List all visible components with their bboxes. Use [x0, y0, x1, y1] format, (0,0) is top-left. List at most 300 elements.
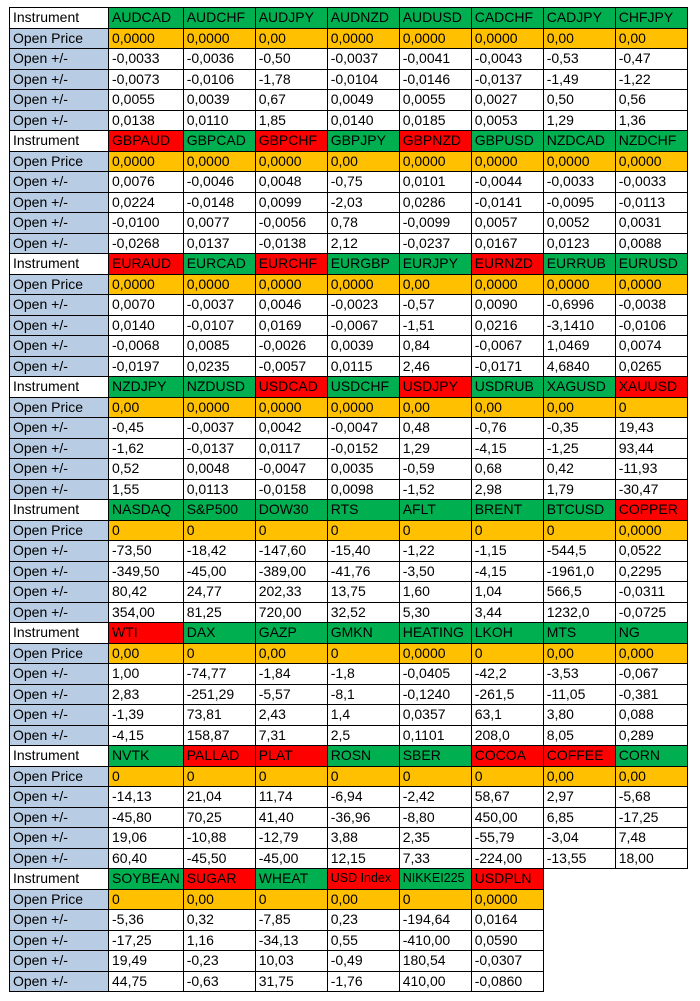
- open-change-row: [10, 561, 688, 582]
- open-change-cell: -0,0104: [327, 69, 399, 90]
- open-change-cell: -1,25: [543, 438, 615, 459]
- instrument-name-cell: NZDCAD: [543, 131, 615, 152]
- instrument-name-cell: AUDJPY: [255, 8, 327, 29]
- open-change-cell: -42,2: [471, 664, 543, 685]
- open-change-label: Open +/-: [10, 828, 109, 849]
- open-change-cell: 0,0110: [183, 110, 255, 131]
- open-change-cell: 0,0055: [109, 90, 184, 111]
- open-change-cell: 0,0074: [615, 336, 687, 357]
- instrument-name-cell: USDPLN: [471, 869, 543, 890]
- open-change-cell: -1,76: [327, 971, 399, 992]
- open-price-cell: 0: [327, 766, 399, 787]
- open-change-cell: 7,33: [399, 848, 471, 869]
- instrument-name-cell: NZDJPY: [109, 377, 184, 398]
- open-change-cell: 60,40: [109, 848, 184, 869]
- open-change-cell: 32,52: [327, 602, 399, 623]
- open-price-cell: 0: [255, 889, 327, 910]
- empty-cell: [543, 889, 615, 910]
- open-change-cell: -0,0046: [183, 172, 255, 193]
- open-change-cell: 12,15: [327, 848, 399, 869]
- open-change-cell: 0,0076: [109, 172, 184, 193]
- open-change-cell: -8,1: [327, 684, 399, 705]
- open-change-cell: -0,0138: [255, 233, 327, 254]
- open-change-cell: -0,0146: [399, 69, 471, 90]
- open-change-cell: -12,79: [255, 828, 327, 849]
- instrument-name-cell: SOYBEAN: [109, 869, 184, 890]
- instrument-name-cell: USDCHF: [327, 377, 399, 398]
- open-change-cell: -0,0037: [183, 418, 255, 439]
- open-change-label: Open +/-: [10, 664, 109, 685]
- instrument-name-cell: NZDCHF: [615, 131, 687, 152]
- open-change-cell: 1,36: [615, 110, 687, 131]
- instrument-name-cell: BTCUSD: [543, 500, 615, 521]
- open-change-cell: -0,0107: [183, 315, 255, 336]
- open-price-cell: 0: [183, 766, 255, 787]
- instrument-name-cell: CADCHF: [471, 8, 543, 29]
- open-change-label: Open +/-: [10, 418, 109, 439]
- instrument-name-cell: DAX: [183, 623, 255, 644]
- instrument-name-cell: COCOA: [471, 746, 543, 767]
- open-change-cell: -8,80: [399, 807, 471, 828]
- open-change-row: [10, 49, 688, 70]
- open-change-cell: -0,0171: [471, 356, 543, 377]
- open-change-cell: 0,0049: [327, 90, 399, 111]
- open-change-cell: -11,93: [615, 459, 687, 480]
- open-change-label: Open +/-: [10, 684, 109, 705]
- open-price-row: [10, 28, 688, 49]
- open-change-cell: 0,32: [183, 910, 255, 931]
- open-change-cell: 0,0101: [399, 172, 471, 193]
- open-change-label: Open +/-: [10, 438, 109, 459]
- instrument-name-cell: CADJPY: [543, 8, 615, 29]
- instrument-name-cell: GBPCHF: [255, 131, 327, 152]
- open-price-cell: 0: [255, 766, 327, 787]
- open-price-cell: 0,0000: [109, 28, 184, 49]
- open-change-cell: 1,16: [183, 930, 255, 951]
- open-change-cell: -3,04: [543, 828, 615, 849]
- instrument-name-cell: NIKKEI225: [399, 869, 471, 890]
- open-price-label: Open Price: [10, 520, 109, 541]
- instrument-name-cell: AUDUSD: [399, 8, 471, 29]
- open-change-label: Open +/-: [10, 910, 109, 931]
- open-change-cell: -2,42: [399, 787, 471, 808]
- open-change-row: [10, 828, 688, 849]
- open-change-cell: -0,0152: [327, 438, 399, 459]
- open-change-cell: 158,87: [183, 725, 255, 746]
- open-price-cell: 0,0000: [183, 397, 255, 418]
- open-change-row: [10, 725, 688, 746]
- open-price-cell: 0,000: [615, 643, 687, 664]
- open-change-cell: 0,84: [399, 336, 471, 357]
- open-price-cell: 0: [255, 520, 327, 541]
- open-change-row: [10, 684, 688, 705]
- open-change-cell: -3,1410: [543, 315, 615, 336]
- instrument-row: [10, 746, 688, 767]
- open-change-cell: 0,0123: [543, 233, 615, 254]
- open-change-row: [10, 479, 688, 500]
- open-price-cell: 0,0000: [183, 28, 255, 49]
- open-price-cell: 0,0000: [471, 151, 543, 172]
- open-change-cell: -0,76: [471, 418, 543, 439]
- open-change-row: [10, 213, 688, 234]
- open-change-cell: 2,43: [255, 705, 327, 726]
- open-price-label: Open Price: [10, 766, 109, 787]
- open-change-cell: 0,0052: [543, 213, 615, 234]
- open-price-label: Open Price: [10, 274, 109, 295]
- instrument-row: [10, 8, 688, 29]
- instrument-name-cell: BRENT: [471, 500, 543, 521]
- open-price-cell: 0,00: [543, 643, 615, 664]
- open-change-label: Open +/-: [10, 49, 109, 70]
- open-change-cell: 6,85: [543, 807, 615, 828]
- open-change-cell: 58,67: [471, 787, 543, 808]
- instrument-name-cell: CHFJPY: [615, 8, 687, 29]
- open-change-row: [10, 69, 688, 90]
- open-change-cell: 3,44: [471, 602, 543, 623]
- open-change-cell: 1,29: [543, 110, 615, 131]
- open-change-cell: -0,0307: [471, 951, 543, 972]
- instrument-row: [10, 869, 688, 890]
- open-price-cell: 0,0000: [399, 151, 471, 172]
- open-change-cell: -45,00: [255, 848, 327, 869]
- open-change-label: Open +/-: [10, 295, 109, 316]
- instrument-name-cell: GBPUSD: [471, 131, 543, 152]
- instrument-label: Instrument: [10, 254, 109, 275]
- open-change-cell: 0,50: [543, 90, 615, 111]
- open-change-cell: 1,00: [109, 664, 184, 685]
- open-change-cell: 0,0137: [183, 233, 255, 254]
- instrument-name-cell: NASDAQ: [109, 500, 184, 521]
- open-change-cell: 0,0357: [399, 705, 471, 726]
- open-change-cell: -0,50: [255, 49, 327, 70]
- open-change-cell: 2,83: [109, 684, 184, 705]
- instrument-label: Instrument: [10, 869, 109, 890]
- instrument-name-cell: AUDCHF: [183, 8, 255, 29]
- open-change-cell: -5,36: [109, 910, 184, 931]
- open-price-cell: 0,0000: [255, 151, 327, 172]
- open-price-cell: 0,0000: [543, 151, 615, 172]
- open-price-row: [10, 151, 688, 172]
- open-change-cell: -3,50: [399, 561, 471, 582]
- open-change-cell: 0,0048: [255, 172, 327, 193]
- open-change-cell: 7,31: [255, 725, 327, 746]
- open-change-cell: 11,74: [255, 787, 327, 808]
- open-change-cell: 31,75: [255, 971, 327, 992]
- open-change-cell: -251,29: [183, 684, 255, 705]
- open-price-cell: 0: [327, 520, 399, 541]
- instrument-name-cell: WHEAT: [255, 869, 327, 890]
- open-change-cell: 0,0216: [471, 315, 543, 336]
- open-change-cell: 73,81: [183, 705, 255, 726]
- open-change-cell: 0,0224: [109, 192, 184, 213]
- open-price-cell: 0,00: [399, 397, 471, 418]
- open-change-label: Open +/-: [10, 541, 109, 562]
- open-change-cell: -0,49: [327, 951, 399, 972]
- empty-cell: [543, 869, 615, 890]
- open-change-label: Open +/-: [10, 315, 109, 336]
- instrument-name-cell: GMKN: [327, 623, 399, 644]
- open-change-cell: 0,0039: [183, 90, 255, 111]
- open-change-row: [10, 336, 688, 357]
- open-change-cell: 0,0286: [399, 192, 471, 213]
- open-change-cell: -0,0056: [255, 213, 327, 234]
- open-change-label: Open +/-: [10, 705, 109, 726]
- open-change-row: [10, 541, 688, 562]
- open-change-cell: 81,25: [183, 602, 255, 623]
- open-change-row: [10, 664, 688, 685]
- open-price-cell: 0,0000: [615, 520, 687, 541]
- open-change-cell: 0,0057: [471, 213, 543, 234]
- open-change-row: [10, 192, 688, 213]
- open-change-cell: 1,0469: [543, 336, 615, 357]
- instrument-row: [10, 254, 688, 275]
- open-price-row: [10, 766, 688, 787]
- open-change-cell: -45,50: [183, 848, 255, 869]
- open-change-cell: -7,85: [255, 910, 327, 931]
- open-change-cell: -1,22: [399, 541, 471, 562]
- open-change-row: [10, 705, 688, 726]
- open-price-cell: 0,0000: [327, 397, 399, 418]
- instrument-name-cell: USDCAD: [255, 377, 327, 398]
- open-change-label: Open +/-: [10, 725, 109, 746]
- open-change-cell: 0,0185: [399, 110, 471, 131]
- open-change-label: Open +/-: [10, 233, 109, 254]
- instrument-name-cell: EURNZD: [471, 254, 543, 275]
- open-change-cell: -0,0057: [255, 356, 327, 377]
- open-price-cell: 0: [109, 766, 184, 787]
- open-change-cell: -4,15: [471, 561, 543, 582]
- open-change-cell: -0,0047: [255, 459, 327, 480]
- open-price-label: Open Price: [10, 151, 109, 172]
- open-change-cell: 0,1101: [399, 725, 471, 746]
- open-change-cell: 0,0055: [399, 90, 471, 111]
- open-change-cell: 0,68: [471, 459, 543, 480]
- instrument-name-cell: AUDCAD: [109, 8, 184, 29]
- open-change-label: Open +/-: [10, 951, 109, 972]
- open-change-cell: 0,52: [109, 459, 184, 480]
- open-price-cell: 0,0000: [109, 274, 184, 295]
- instrument-name-cell: MTS: [543, 623, 615, 644]
- open-change-cell: 0,0046: [255, 295, 327, 316]
- open-price-cell: 0,0000: [327, 28, 399, 49]
- open-change-cell: 0,0042: [255, 418, 327, 439]
- open-price-cell: 0,00: [543, 397, 615, 418]
- empty-cell: [543, 971, 615, 992]
- open-price-label: Open Price: [10, 889, 109, 910]
- open-change-cell: 5,30: [399, 602, 471, 623]
- open-change-cell: 19,06: [109, 828, 184, 849]
- open-change-cell: 0,088: [615, 705, 687, 726]
- open-change-cell: 18,00: [615, 848, 687, 869]
- open-change-cell: -45,00: [183, 561, 255, 582]
- open-price-row: [10, 643, 688, 664]
- instrument-name-cell: AFLT: [399, 500, 471, 521]
- open-change-cell: -0,0268: [109, 233, 184, 254]
- instrument-name-cell: GAZP: [255, 623, 327, 644]
- open-price-cell: 0,0000: [109, 151, 184, 172]
- open-change-cell: 10,03: [255, 951, 327, 972]
- open-change-cell: -11,05: [543, 684, 615, 705]
- open-change-cell: 0,0077: [183, 213, 255, 234]
- open-change-cell: -0,0148: [183, 192, 255, 213]
- instrument-name-cell: CORN: [615, 746, 687, 767]
- open-change-cell: 2,46: [399, 356, 471, 377]
- open-change-cell: 0,42: [543, 459, 615, 480]
- open-change-cell: -0,0037: [183, 295, 255, 316]
- open-change-cell: -1,49: [543, 69, 615, 90]
- open-change-cell: 24,77: [183, 582, 255, 603]
- open-change-cell: 202,33: [255, 582, 327, 603]
- open-change-cell: -0,0023: [327, 295, 399, 316]
- instrument-name-cell: XAUUSD: [615, 377, 687, 398]
- instrument-name-cell: SBER: [399, 746, 471, 767]
- open-change-cell: 720,00: [255, 602, 327, 623]
- open-change-cell: -0,0100: [109, 213, 184, 234]
- open-change-cell: 19,49: [109, 951, 184, 972]
- instrument-name-cell: EURUSD: [615, 254, 687, 275]
- open-change-cell: 0,0522: [615, 541, 687, 562]
- open-price-cell: 0,00: [109, 643, 184, 664]
- open-change-cell: -261,5: [471, 684, 543, 705]
- open-change-cell: -17,25: [615, 807, 687, 828]
- open-price-label: Open Price: [10, 28, 109, 49]
- open-change-cell: 0,0098: [327, 479, 399, 500]
- open-price-cell: 0: [543, 520, 615, 541]
- open-change-cell: 0,0140: [327, 110, 399, 131]
- open-change-label: Open +/-: [10, 807, 109, 828]
- open-change-cell: 0,0039: [327, 336, 399, 357]
- instrument-row: [10, 377, 688, 398]
- open-price-cell: 0,0000: [183, 274, 255, 295]
- instrument-name-cell: EURCHF: [255, 254, 327, 275]
- instrument-name-cell: SUGAR: [183, 869, 255, 890]
- open-change-cell: -1,84: [255, 664, 327, 685]
- open-change-label: Open +/-: [10, 848, 109, 869]
- open-change-cell: 0,48: [399, 418, 471, 439]
- open-change-cell: 1,29: [399, 438, 471, 459]
- open-change-cell: 8,05: [543, 725, 615, 746]
- instrument-label: Instrument: [10, 623, 109, 644]
- open-change-row: [10, 787, 688, 808]
- open-change-cell: -349,50: [109, 561, 184, 582]
- open-price-label: Open Price: [10, 397, 109, 418]
- open-change-cell: 2,5: [327, 725, 399, 746]
- open-change-cell: 0,56: [615, 90, 687, 111]
- open-change-cell: 0,0164: [471, 910, 543, 931]
- empty-cell: [615, 971, 687, 992]
- open-change-cell: 0,67: [255, 90, 327, 111]
- open-change-row: [10, 295, 688, 316]
- open-change-cell: 13,75: [327, 582, 399, 603]
- open-price-cell: 0: [109, 889, 184, 910]
- open-change-cell: -30,47: [615, 479, 687, 500]
- open-change-row: [10, 172, 688, 193]
- instrument-name-cell: XAGUSD: [543, 377, 615, 398]
- open-change-cell: 0,0090: [471, 295, 543, 316]
- open-change-cell: 0,2295: [615, 561, 687, 582]
- open-price-row: [10, 889, 688, 910]
- open-change-cell: -0,0405: [399, 664, 471, 685]
- open-change-cell: -1,8: [327, 664, 399, 685]
- open-change-label: Open +/-: [10, 69, 109, 90]
- open-price-cell: 0,0000: [399, 28, 471, 49]
- open-change-row: [10, 233, 688, 254]
- open-change-cell: -0,0033: [109, 49, 184, 70]
- open-price-cell: 0,00: [615, 28, 687, 49]
- open-price-cell: 0: [109, 520, 184, 541]
- open-change-cell: -0,63: [183, 971, 255, 992]
- open-change-cell: -1,51: [399, 315, 471, 336]
- open-change-cell: -389,00: [255, 561, 327, 582]
- open-change-cell: 44,75: [109, 971, 184, 992]
- open-change-cell: -0,0106: [183, 69, 255, 90]
- open-price-cell: 0,00: [615, 766, 687, 787]
- open-price-cell: 0,00: [183, 889, 255, 910]
- open-change-cell: -36,96: [327, 807, 399, 828]
- open-change-label: Open +/-: [10, 192, 109, 213]
- open-change-cell: -1961,0: [543, 561, 615, 582]
- open-change-cell: -18,42: [183, 541, 255, 562]
- open-price-cell: 0,00: [543, 28, 615, 49]
- open-price-cell: 0: [615, 397, 687, 418]
- open-change-cell: -0,23: [183, 951, 255, 972]
- open-price-cell: 0,0000: [615, 274, 687, 295]
- open-change-cell: 2,98: [471, 479, 543, 500]
- open-price-cell: 0,00: [255, 643, 327, 664]
- open-price-row: [10, 397, 688, 418]
- open-change-cell: 0,289: [615, 725, 687, 746]
- open-price-cell: 0,0000: [471, 889, 543, 910]
- open-price-cell: 0,0000: [471, 274, 543, 295]
- open-change-label: Open +/-: [10, 602, 109, 623]
- empty-cell: [615, 889, 687, 910]
- open-price-cell: 0,00: [543, 766, 615, 787]
- open-change-row: [10, 90, 688, 111]
- open-change-label: Open +/-: [10, 336, 109, 357]
- open-change-cell: 0,0053: [471, 110, 543, 131]
- open-change-cell: -13,55: [543, 848, 615, 869]
- instrument-name-cell: EURCAD: [183, 254, 255, 275]
- open-change-cell: 0,0590: [471, 930, 543, 951]
- open-change-cell: -0,381: [615, 684, 687, 705]
- open-change-cell: 41,40: [255, 807, 327, 828]
- instrument-name-cell: COFFEE: [543, 746, 615, 767]
- open-change-cell: 4,6840: [543, 356, 615, 377]
- open-change-cell: -0,0137: [471, 69, 543, 90]
- instrument-name-cell: PLAT: [255, 746, 327, 767]
- open-change-cell: -0,0067: [327, 315, 399, 336]
- open-price-label: Open Price: [10, 643, 109, 664]
- open-change-cell: -0,0860: [471, 971, 543, 992]
- open-change-cell: 1232,0: [543, 602, 615, 623]
- open-change-cell: 19,43: [615, 418, 687, 439]
- open-change-label: Open +/-: [10, 213, 109, 234]
- open-change-cell: 410,00: [399, 971, 471, 992]
- open-change-cell: -0,53: [543, 49, 615, 70]
- open-price-cell: 0,00: [109, 397, 184, 418]
- open-change-cell: -194,64: [399, 910, 471, 931]
- open-change-cell: -0,0041: [399, 49, 471, 70]
- open-price-row: [10, 274, 688, 295]
- open-change-cell: -15,40: [327, 541, 399, 562]
- open-change-label: Open +/-: [10, 479, 109, 500]
- open-change-cell: -147,60: [255, 541, 327, 562]
- open-change-cell: 450,00: [471, 807, 543, 828]
- instrument-name-cell: DOW30: [255, 500, 327, 521]
- open-change-cell: 0,0167: [471, 233, 543, 254]
- open-change-cell: 180,54: [399, 951, 471, 972]
- open-change-cell: -34,13: [255, 930, 327, 951]
